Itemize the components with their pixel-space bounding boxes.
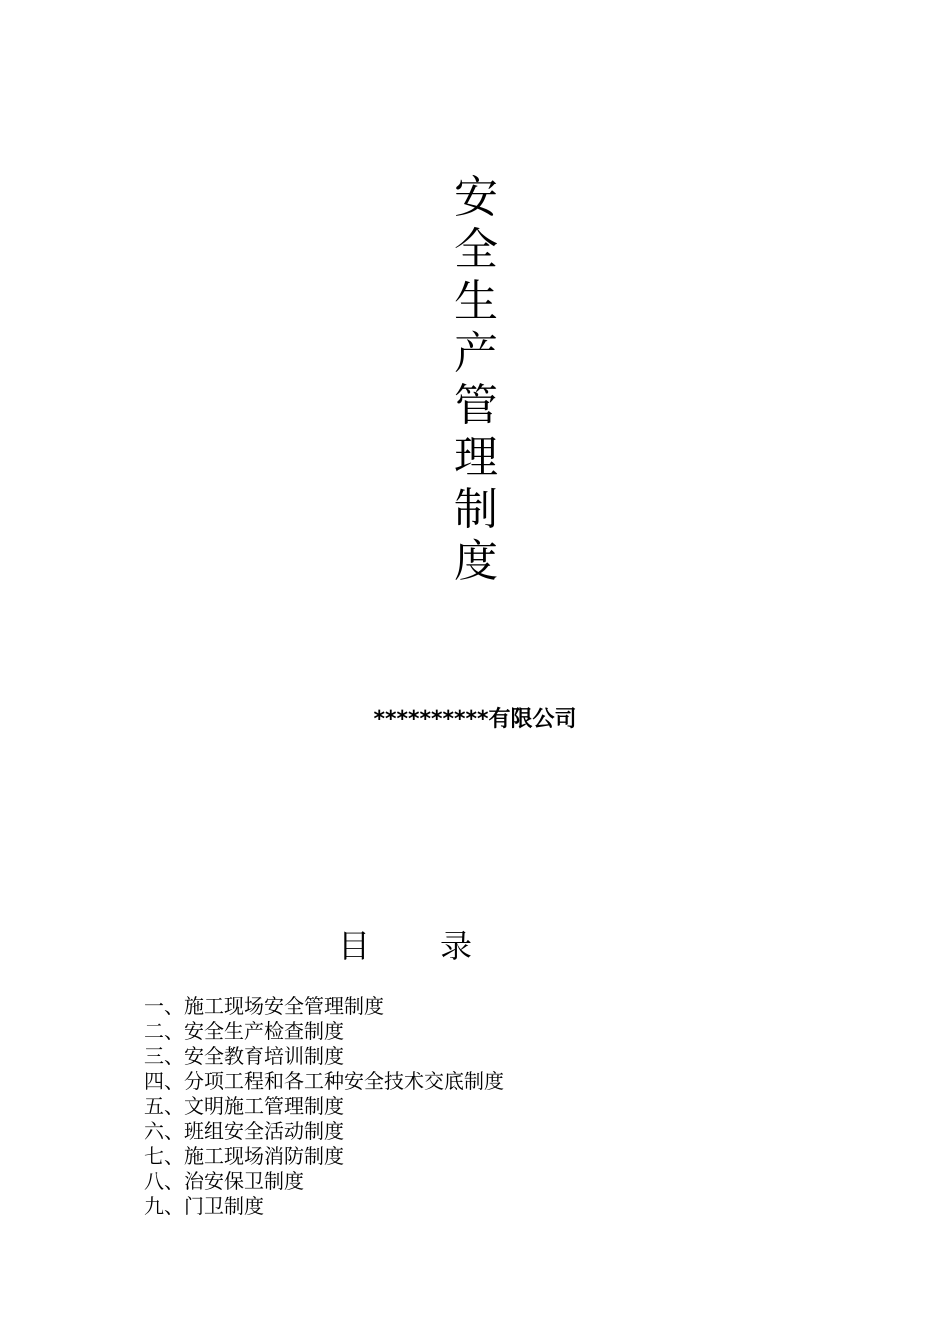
- toc-item: 六、班组安全活动制度: [144, 1119, 344, 1143]
- toc-item: 四、分项工程和各工种安全技术交底制度: [144, 1069, 504, 1093]
- toc-heading: [338, 924, 472, 968]
- toc-item: 一、施工现场安全管理制度: [144, 994, 384, 1018]
- toc-item: 八、治安保卫制度: [144, 1169, 304, 1193]
- title-char: 产: [454, 328, 498, 379]
- toc-item: 五、文明施工管理制度: [144, 1094, 344, 1118]
- company-name-text: **********有限公司: [373, 707, 577, 732]
- toc-heading-left: 目: [338, 927, 371, 965]
- title-char: 安: [454, 172, 498, 223]
- toc-heading-right: 录: [440, 927, 473, 965]
- toc-list: [144, 994, 504, 1219]
- toc-item: 七、施工现场消防制度: [144, 1144, 344, 1168]
- toc-item: 二、安全生产检查制度: [144, 1019, 344, 1043]
- title-char: 理: [454, 432, 498, 483]
- title-char: 制: [454, 484, 498, 535]
- title-char: 生: [454, 276, 498, 327]
- toc-item: 三、安全教育培训制度: [144, 1044, 344, 1068]
- document-title-vertical: [446, 172, 506, 588]
- title-char: 管: [454, 380, 498, 431]
- title-char: 全: [454, 224, 498, 275]
- title-char: 度: [454, 536, 498, 587]
- toc-item: 九、门卫制度: [144, 1194, 264, 1218]
- company-name: [0, 704, 950, 736]
